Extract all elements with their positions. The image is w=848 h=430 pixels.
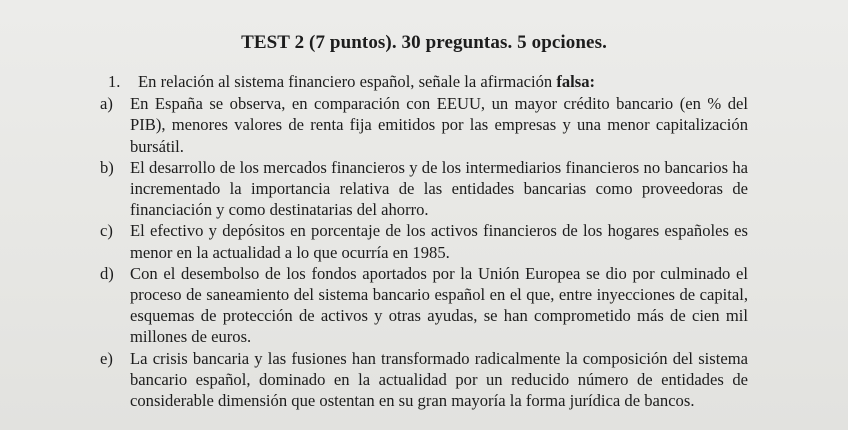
option-text: El efectivo y depósitos en porcentaje de los activos financieros de los hogares españoles es menor en la actualidad a lo que ocurría en 1985. <box>130 221 748 262</box>
option-text: En España se observa, en comparación con EEUU, un mayor crédito bancario (en % del PIB), menores valores de renta fija emitidos por las empresas y una menor capitalización bursátil. <box>130 94 748 156</box>
option-text: La crisis bancaria y las fusiones han transformado radicalmente la composición del sistema bancario español, dominado en la actualidad por un reducido número de entidades de considerable dimensión que ostentan en su gran mayoría la forma jurídica de bancos. <box>130 348 748 411</box>
option-text: El desarrollo de los mercados financieros y de los intermediarios financieros no bancarios ha incrementado la importancia relativa de las entidades bancarias como proveedoras de financiación y como destinatarias del ahorro. <box>130 157 748 220</box>
option-letter: c) <box>100 221 113 241</box>
option-d <box>100 263 748 348</box>
question-stem-text: En relación al sistema financiero español, señale la afirmación <box>138 72 557 91</box>
option-e <box>100 348 748 412</box>
question-1 <box>100 71 748 411</box>
option-letter: a) <box>100 94 113 114</box>
option-text: Con el desembolso de los fondos aportados por la Unión Europea se dio por culminado el proceso de saneamiento del sistema bancario español en el que, entre inyecciones de capital, esquemas de protección de activos y otras ayudas, se han comprometido más de cien mil millones de euros. <box>130 263 748 347</box>
test-title: TEST 2 (7 puntos). 30 preguntas. 5 opciones. <box>241 32 607 53</box>
option-letter: b) <box>100 157 114 177</box>
option-b <box>100 157 748 221</box>
option-letter: d) <box>100 263 114 283</box>
question-stem-colon: : <box>589 72 596 91</box>
question-number: 1. <box>108 72 121 91</box>
option-c <box>100 220 748 262</box>
option-a <box>100 93 748 157</box>
option-letter: e) <box>100 348 113 368</box>
question-stem-emphasis: falsa <box>556 72 590 91</box>
question-stem <box>108 71 748 92</box>
